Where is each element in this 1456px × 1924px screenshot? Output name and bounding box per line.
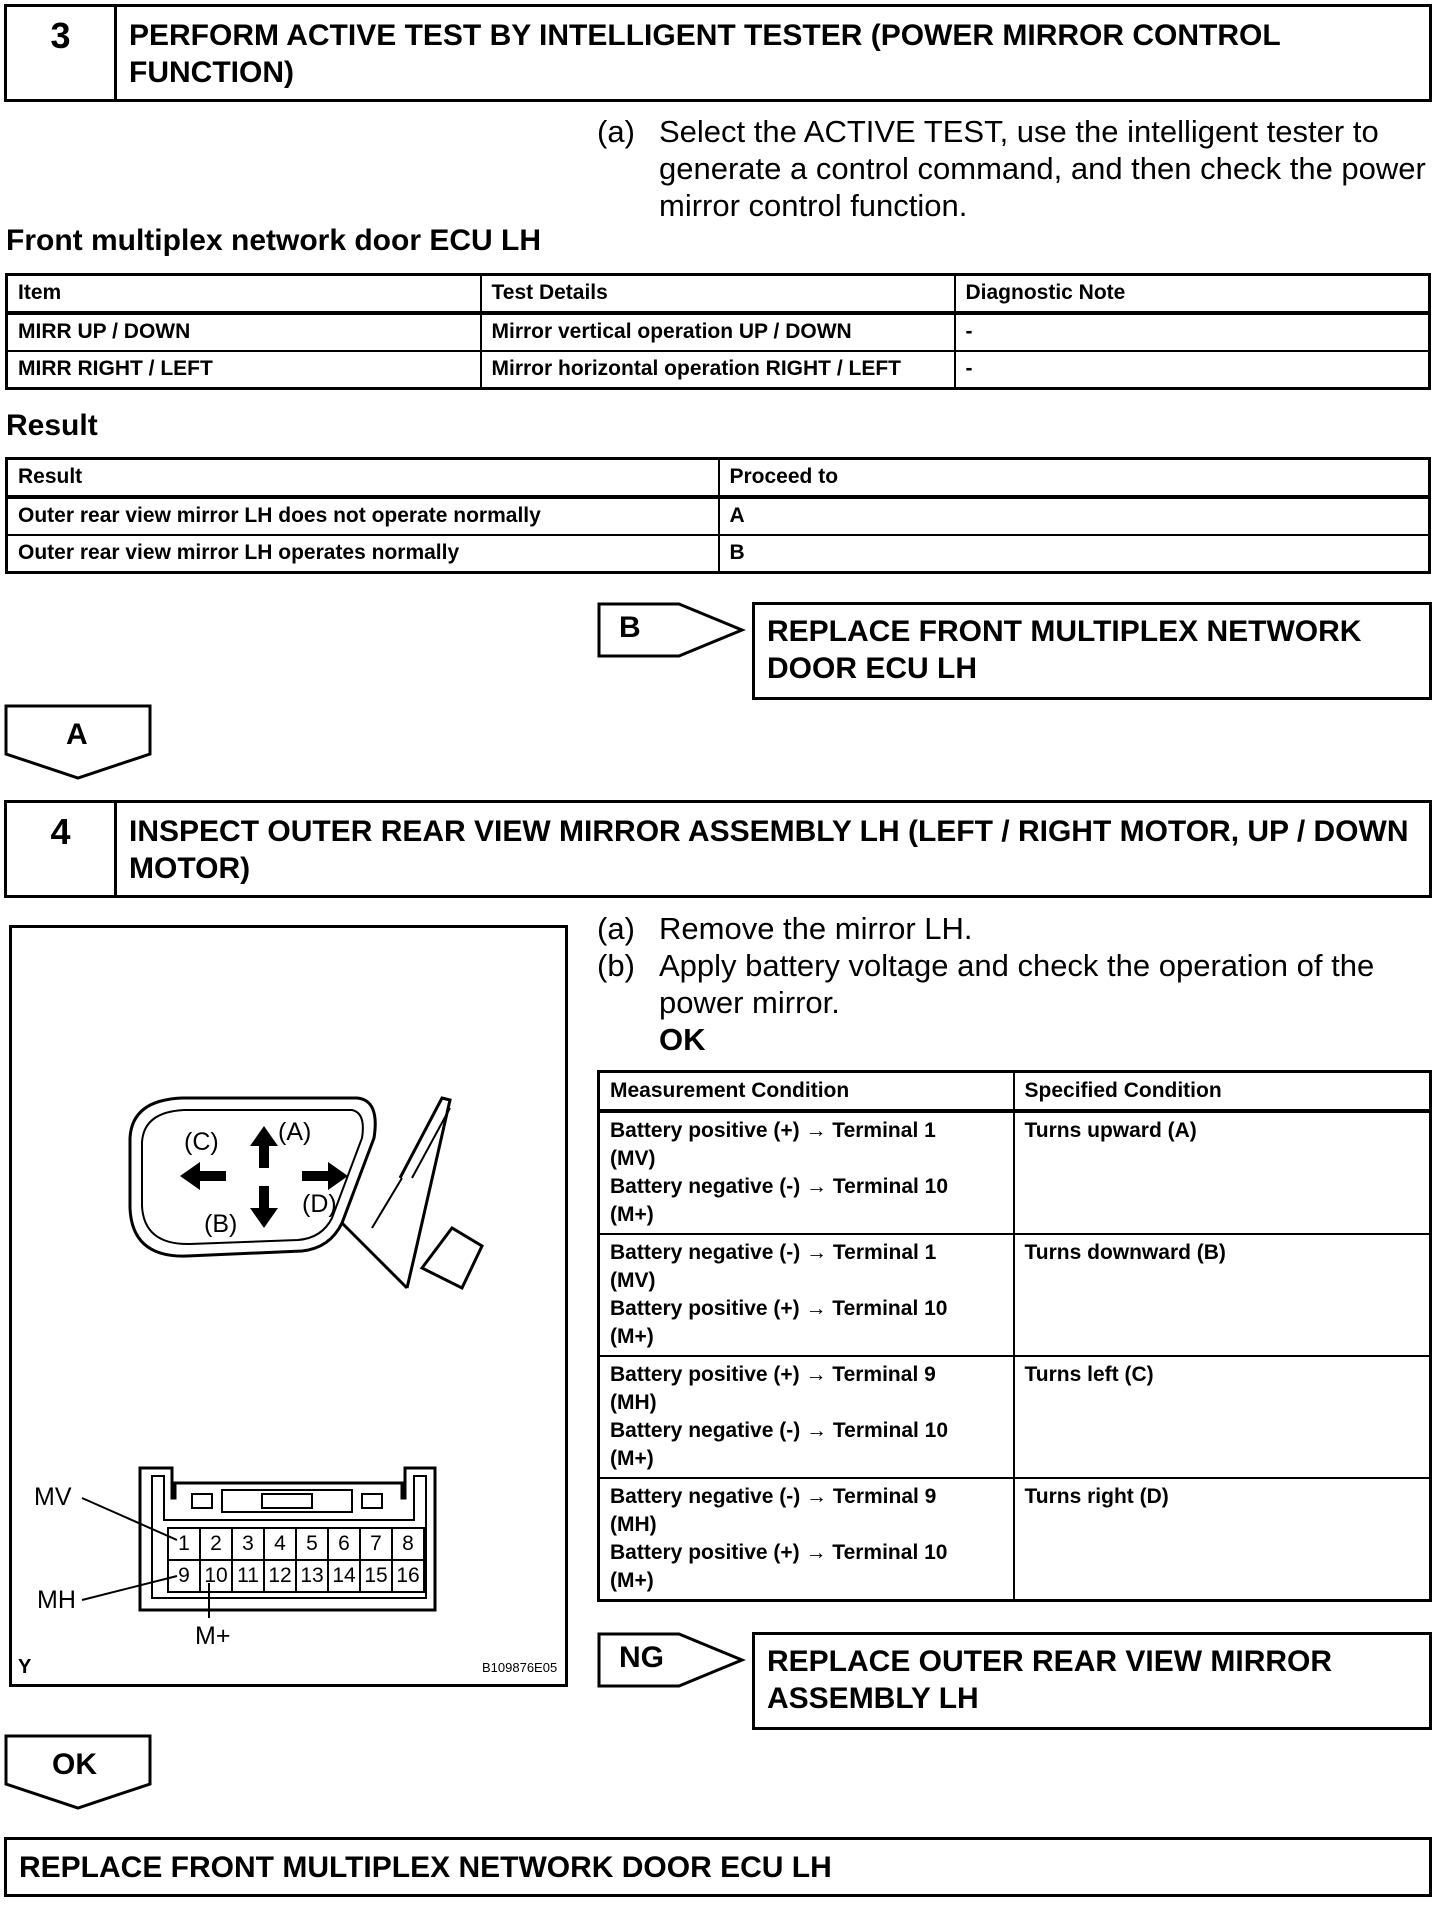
table-cell: B bbox=[719, 535, 1430, 573]
condition-line: (M+) bbox=[610, 1569, 654, 1592]
step-3-instruction bbox=[597, 113, 1432, 224]
table-cell: Turns right (D) bbox=[1014, 1478, 1431, 1601]
dir-d-label: (D) bbox=[302, 1190, 337, 1218]
table-cell: MIRR UP / DOWN bbox=[7, 313, 481, 351]
condition-line: Battery negative (-) → Terminal 9 bbox=[610, 1485, 937, 1508]
table-row bbox=[599, 1111, 1431, 1234]
ecu-test-table bbox=[5, 273, 1431, 390]
instruction-label: (a) bbox=[597, 911, 635, 946]
final-action-box: REPLACE FRONT MULTIPLEX NETWORK DOOR ECU LH bbox=[4, 1837, 1432, 1897]
pin-number: 3 bbox=[242, 1532, 254, 1555]
step-3-header bbox=[4, 4, 1432, 102]
branch-a-arrow bbox=[4, 704, 152, 780]
table-row bbox=[599, 1478, 1431, 1601]
connector-pins-top bbox=[168, 1528, 424, 1560]
instruction-item bbox=[597, 947, 1432, 1021]
table-cell: Turns left (C) bbox=[1014, 1356, 1431, 1478]
pin-number: 8 bbox=[402, 1532, 414, 1555]
branch-ok-arrow bbox=[4, 1734, 152, 1810]
instruction-text: Select the ACTIVE TEST, use the intelligent tester to generate a control command, and then check the power mirror control function. bbox=[659, 114, 1426, 223]
table-row bbox=[599, 1356, 1431, 1478]
condition-line: Battery negative (-) → Terminal 10 bbox=[610, 1419, 949, 1442]
table-cell: Outer rear view mirror LH does not operate normally bbox=[7, 497, 719, 535]
pin-number: 7 bbox=[370, 1532, 382, 1555]
col-header: Specified Condition bbox=[1014, 1072, 1431, 1112]
step-title: INSPECT OUTER REAR VIEW MIRROR ASSEMBLY LH (LEFT / RIGHT MOTOR, UP / DOWN MOTOR) bbox=[129, 815, 1409, 885]
pin-number: 1 bbox=[178, 1532, 190, 1555]
col-header: Result bbox=[7, 459, 719, 497]
table-row bbox=[7, 313, 1430, 351]
condition-line: Battery positive (+) → Terminal 10 bbox=[610, 1541, 948, 1564]
condition-line: (M+) bbox=[610, 1447, 654, 1470]
condition-line: (MV) bbox=[610, 1147, 656, 1170]
table-cell: Mirror vertical operation UP / DOWN bbox=[481, 313, 955, 351]
step-4-instructions bbox=[597, 910, 1432, 1058]
result-table bbox=[5, 457, 1431, 574]
step-number: 3 bbox=[7, 7, 117, 99]
table-cell: - bbox=[955, 313, 1430, 351]
table-cell: Turns upward (A) bbox=[1014, 1111, 1431, 1234]
instruction-text: Apply battery voltage and check the operation of the power mirror. bbox=[659, 948, 1375, 1020]
table-cell: Outer rear view mirror LH operates normally bbox=[7, 535, 719, 573]
branch-tag: A bbox=[66, 718, 88, 751]
condition-line: Battery positive (+) → Terminal 9 bbox=[610, 1363, 936, 1386]
branch-b-arrow bbox=[597, 602, 747, 658]
measurement-table bbox=[597, 1070, 1432, 1602]
mplus-label: M+ bbox=[195, 1622, 231, 1650]
ok-label: OK bbox=[659, 1022, 706, 1057]
condition-line: (MH) bbox=[610, 1391, 657, 1414]
col-header: Diagnostic Note bbox=[955, 275, 1430, 313]
table-header-row bbox=[599, 1072, 1431, 1112]
col-header: Measurement Condition bbox=[599, 1072, 1014, 1112]
table-cell: Mirror horizontal operation RIGHT / LEFT bbox=[481, 351, 955, 389]
table-row bbox=[7, 497, 1430, 535]
pin-number: 2 bbox=[210, 1532, 222, 1555]
pin-number: 5 bbox=[306, 1532, 318, 1555]
table-row bbox=[7, 351, 1430, 389]
table-cell: MIRR RIGHT / LEFT bbox=[7, 351, 481, 389]
col-header: Test Details bbox=[481, 275, 955, 313]
pin-number: 10 bbox=[204, 1564, 228, 1587]
instruction-text: Remove the mirror LH. bbox=[659, 911, 973, 946]
condition-line: Battery positive (+) → Terminal 10 bbox=[610, 1297, 948, 1320]
corner-label: Y bbox=[18, 1656, 32, 1678]
ecu-table-heading: Front multiplex network door ECU LH bbox=[6, 224, 542, 257]
table-cell bbox=[599, 1356, 1014, 1478]
condition-line: (M+) bbox=[610, 1203, 654, 1226]
result-heading: Result bbox=[6, 409, 98, 442]
instruction-label: (b) bbox=[597, 948, 635, 983]
branch-tag: OK bbox=[52, 1748, 97, 1781]
mv-label: MV bbox=[34, 1483, 72, 1511]
pin-number: 9 bbox=[178, 1564, 190, 1587]
branch-tag: NG bbox=[619, 1641, 664, 1674]
condition-line: (MH) bbox=[610, 1513, 657, 1536]
mirror-figure bbox=[9, 925, 568, 1687]
table-cell bbox=[599, 1478, 1014, 1601]
condition-line: (M+) bbox=[610, 1325, 654, 1348]
col-header: Item bbox=[7, 275, 481, 313]
branch-ng-arrow bbox=[597, 1632, 747, 1688]
table-cell: Turns downward (B) bbox=[1014, 1234, 1431, 1356]
col-header: Proceed to bbox=[719, 459, 1430, 497]
table-cell bbox=[599, 1111, 1014, 1234]
step-title: PERFORM ACTIVE TEST BY INTELLIGENT TESTER (POWER MIRROR CONTROL FUNCTION) bbox=[129, 19, 1281, 89]
connector-pins-bottom bbox=[168, 1560, 424, 1592]
dir-a-label: (A) bbox=[278, 1118, 312, 1146]
table-header-row bbox=[7, 275, 1430, 313]
table-cell: - bbox=[955, 351, 1430, 389]
condition-line: Battery negative (-) → Terminal 1 bbox=[610, 1241, 937, 1264]
step-number: 4 bbox=[7, 803, 117, 895]
condition-line: Battery positive (+) → Terminal 1 bbox=[610, 1119, 936, 1142]
pin-number: 13 bbox=[300, 1564, 324, 1587]
instruction-item bbox=[597, 910, 1432, 947]
dir-b-label: (B) bbox=[204, 1210, 238, 1238]
instruction-label: (a) bbox=[597, 114, 635, 149]
pin-number: 4 bbox=[274, 1532, 286, 1555]
table-row bbox=[7, 535, 1430, 573]
pin-number: 16 bbox=[396, 1564, 420, 1587]
pin-number: 6 bbox=[338, 1532, 350, 1555]
pin-number: 15 bbox=[364, 1564, 388, 1587]
table-row bbox=[599, 1234, 1431, 1356]
condition-line: Battery negative (-) → Terminal 10 bbox=[610, 1175, 949, 1198]
pin-number: 14 bbox=[332, 1564, 356, 1587]
step-4-header bbox=[4, 800, 1432, 898]
figure-id: B109876E05 bbox=[482, 1660, 558, 1675]
table-header-row bbox=[7, 459, 1430, 497]
dir-c-label: (C) bbox=[184, 1128, 219, 1156]
branch-tag: B bbox=[619, 611, 641, 644]
pin-number: 12 bbox=[268, 1564, 292, 1587]
branch-b-action-box: REPLACE FRONT MULTIPLEX NETWORK DOOR ECU LH bbox=[752, 602, 1432, 700]
table-cell bbox=[599, 1234, 1014, 1356]
mh-label: MH bbox=[37, 1586, 76, 1614]
branch-ng-action-box: REPLACE OUTER REAR VIEW MIRROR ASSEMBLY LH bbox=[752, 1632, 1432, 1730]
table-cell: A bbox=[719, 497, 1430, 535]
condition-line: (MV) bbox=[610, 1269, 656, 1292]
pin-number: 11 bbox=[237, 1564, 259, 1587]
